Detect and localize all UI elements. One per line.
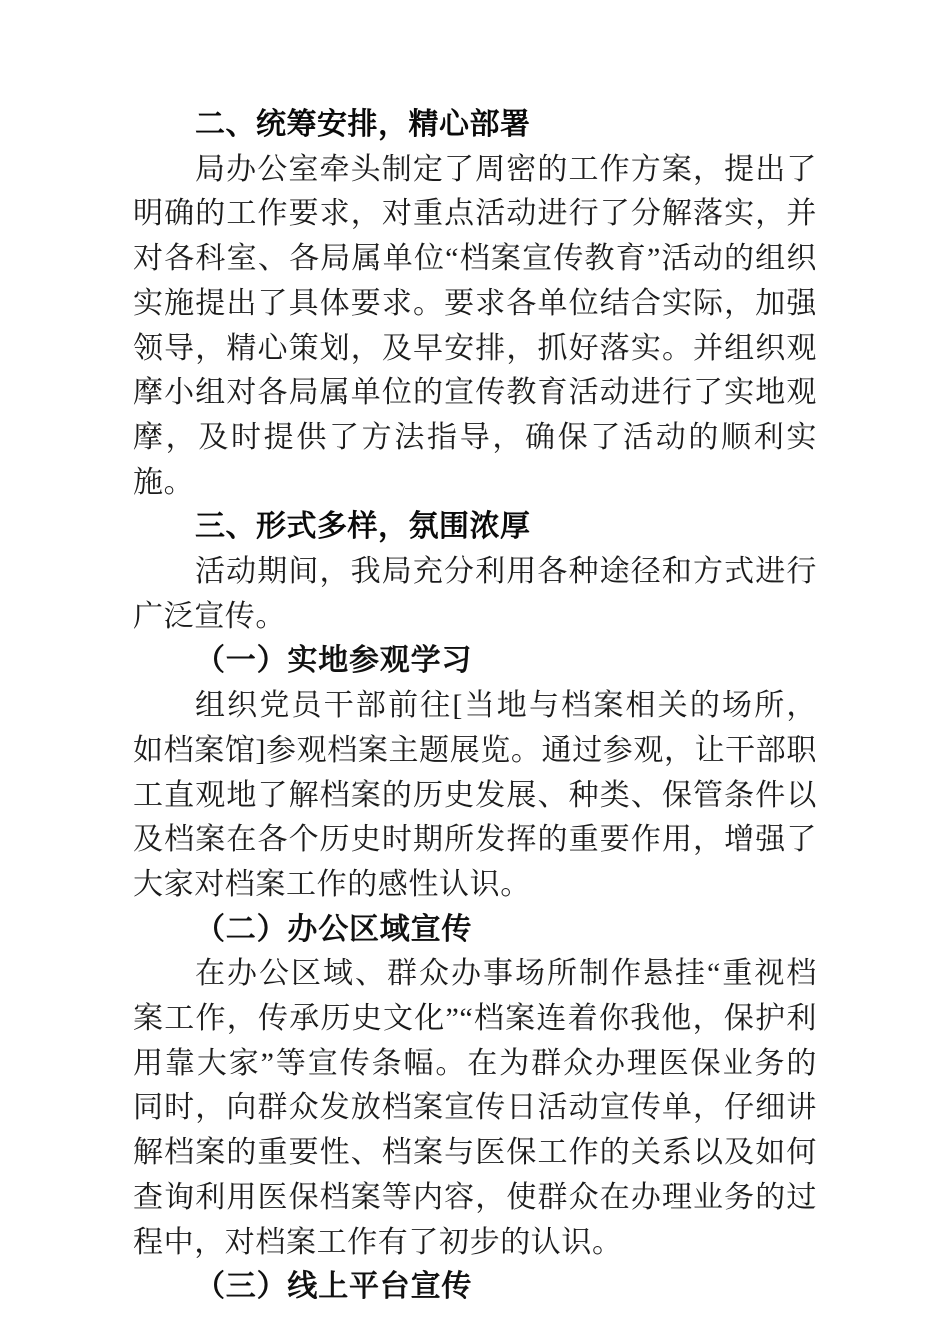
heading-section-two: 二、统筹安排，精心部署 — [195, 108, 531, 141]
paragraph-section-two-body: 局办公室牵头制定了周密的工作方案，提出了明确的工作要求，对重点活动进行了分解落实，并对各科室、各局属单位“档案宣传教育”活动的组织实施提出了具体要求。要求各单位结合实际，加强领导，精心策划，及早安排，抓好落实。并组织观摩小组对各局属单位的宣传教育活动进行了实地观摩，及时提供了方法指导，确保了活动的顺利实施。 — [133, 152, 817, 499]
paragraph-subsection-one-body: 组织党员干部前往[当地与档案相关的场所，如档案馆]参观档案主题展览。通过参观，让干部职工直观地了解档案的历史发展、种类、保管条件以及档案在各个历史时期所发挥的重要作用，增强了大家对档案工作的感性认识。 — [133, 689, 817, 901]
heading-section-three: 三、形式多样，氛围浓厚 — [195, 510, 531, 544]
heading-subsection-two: （二）办公区域宣传 — [195, 912, 473, 946]
paragraph-section-three-intro: 活动期间，我局充分利用各种途径和方式进行广泛宣传。 — [133, 555, 817, 633]
paragraph-subsection-two-body: 在办公区域、群众办事场所制作悬挂“重视档案工作，传承历史文化”“档案连着你我他，保护利用靠大家”等宣传条幅。在为群众办理医保业务的同时，向群众发放档案宣传日活动宣传单，仔细讲解档案的重要性、档案与医保工作的关系以及如何查询利用医保档案等内容，使群众在办理业务的过程中，对档案工作有了初步的认识。 — [133, 957, 817, 1259]
heading-subsection-three: （三）线上平台宣传 — [195, 1270, 473, 1304]
heading-subsection-one: （一）实地参观学习 — [195, 644, 473, 678]
document-content — [133, 103, 817, 1310]
